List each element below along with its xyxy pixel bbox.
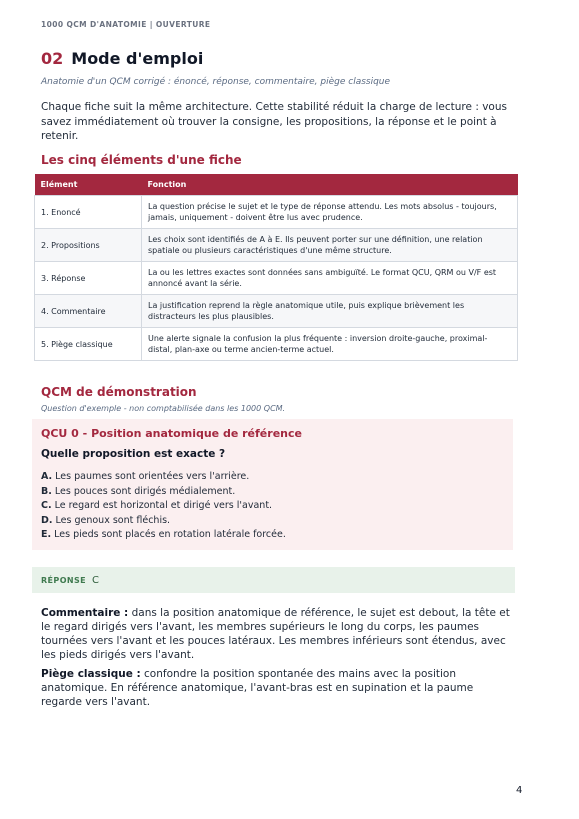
pitfall-label: Piège classique :: [41, 668, 141, 680]
column-header-fonction: Fonction: [142, 174, 518, 196]
elements-table: [34, 174, 518, 361]
option-item: [41, 470, 286, 485]
option-item: [41, 499, 286, 514]
answer-label: RÉPONSE: [41, 575, 87, 585]
answer-box: [32, 567, 515, 593]
table-row: [35, 295, 518, 328]
column-header-element: Elément: [35, 174, 142, 196]
option-letter: B.: [41, 485, 52, 497]
fonction-cell: Les choix sont identifiés de A à E. Ils peuvent porter sur une définition, une relation spatiale ou plusieurs caractéristiques d'une même structure.: [142, 229, 518, 262]
elements-heading: Les cinq éléments d'une fiche: [41, 153, 242, 167]
table-row: [35, 196, 518, 229]
element-cell: 4. Commentaire: [35, 295, 142, 328]
demo-heading: QCM de démonstration: [41, 385, 197, 399]
element-cell: 3. Réponse: [35, 262, 142, 295]
option-letter: C.: [41, 500, 52, 511]
commentary-label: Commentaire :: [41, 607, 129, 619]
page-number: 4: [516, 785, 523, 796]
demo-note: Question d'exemple - non comptabilisée dans les 1000 QCM.: [41, 404, 286, 413]
chapter-subtitle: Anatomie d'un QCM corrigé : énoncé, réponse, commentaire, piège classique: [41, 77, 391, 87]
table-header-row: [35, 174, 518, 196]
chapter-heading: Mode d'emploi: [71, 49, 204, 68]
option-letter: E.: [41, 529, 52, 540]
element-cell: 2. Propositions: [35, 229, 142, 262]
table-row: [35, 229, 518, 262]
question-box: [32, 419, 513, 550]
option-text: Les pieds sont placés en rotation latérale forcée.: [54, 529, 286, 540]
option-letter: A.: [41, 471, 53, 482]
option-letter: D.: [41, 514, 53, 526]
table-row: [35, 328, 518, 361]
element-cell: 5. Piège classique: [35, 328, 142, 361]
running-header: 1000 QCM D'ANATOMIE | OUVERTURE: [41, 20, 211, 29]
commentary-paragraph: [41, 606, 516, 662]
intro-paragraph: Chaque fiche suit la même architecture. Cette stabilité réduit la charge de lecture : vous savez immédiatement où trouver la consigne, les propositions, la réponse et le point à retenir.: [41, 101, 507, 142]
element-cell: 1. Enoncé: [35, 196, 142, 229]
option-text: Le regard est horizontal et dirigé vers l'avant.: [54, 500, 273, 511]
option-text: Les pouces sont dirigés médialement.: [54, 485, 236, 497]
chapter-number: 02: [41, 49, 64, 68]
pitfall-text: confondre la position spontanée des mains avec la position anatomique. En référence anatomique, l'avant-bras est en supination et la paume regarde vers l'avant.: [41, 668, 474, 708]
option-text: Les genoux sont fléchis.: [55, 514, 171, 526]
options-list: [41, 470, 286, 543]
question-stem: Quelle proposition est exacte ?: [41, 448, 226, 460]
answer-value: C: [92, 574, 99, 586]
table-row: [35, 262, 518, 295]
question-title: QCU 0 - Position anatomique de référence: [41, 427, 302, 440]
fonction-cell: Une alerte signale la confusion la plus fréquente : inversion droite-gauche, proximal-distal, plan-axe ou terme ancien-terme actuel.: [142, 328, 518, 361]
option-item: [41, 485, 286, 500]
fonction-cell: La justification reprend la règle anatomique utile, puis explique brièvement les distracteurs les plus plausibles.: [142, 295, 518, 328]
fonction-cell: La ou les lettres exactes sont données sans ambiguïté. Le format QCU, QRM ou V/F est annoncé avant la série.: [142, 262, 518, 295]
chapter-title: [41, 49, 203, 68]
option-item: [41, 528, 286, 543]
fonction-cell: La question précise le sujet et le type de réponse attendu. Les mots absolus - toujours, jamais, uniquement - doivent être lus avec prudence.: [142, 196, 518, 229]
commentary-text: dans la position anatomique de référence, le sujet est debout, la tête et le regard dirigés vers l'avant, les membres supérieurs le long du corps, les paumes tournées vers l'avant et les pouces latéraux. Les membres inférieurs sont étendus, avec les pieds dirigés vers l'avant.: [41, 607, 510, 661]
pitfall-paragraph: [41, 667, 516, 709]
option-text: Les paumes sont orientées vers l'arrière.: [55, 471, 250, 482]
option-item: [41, 514, 286, 529]
